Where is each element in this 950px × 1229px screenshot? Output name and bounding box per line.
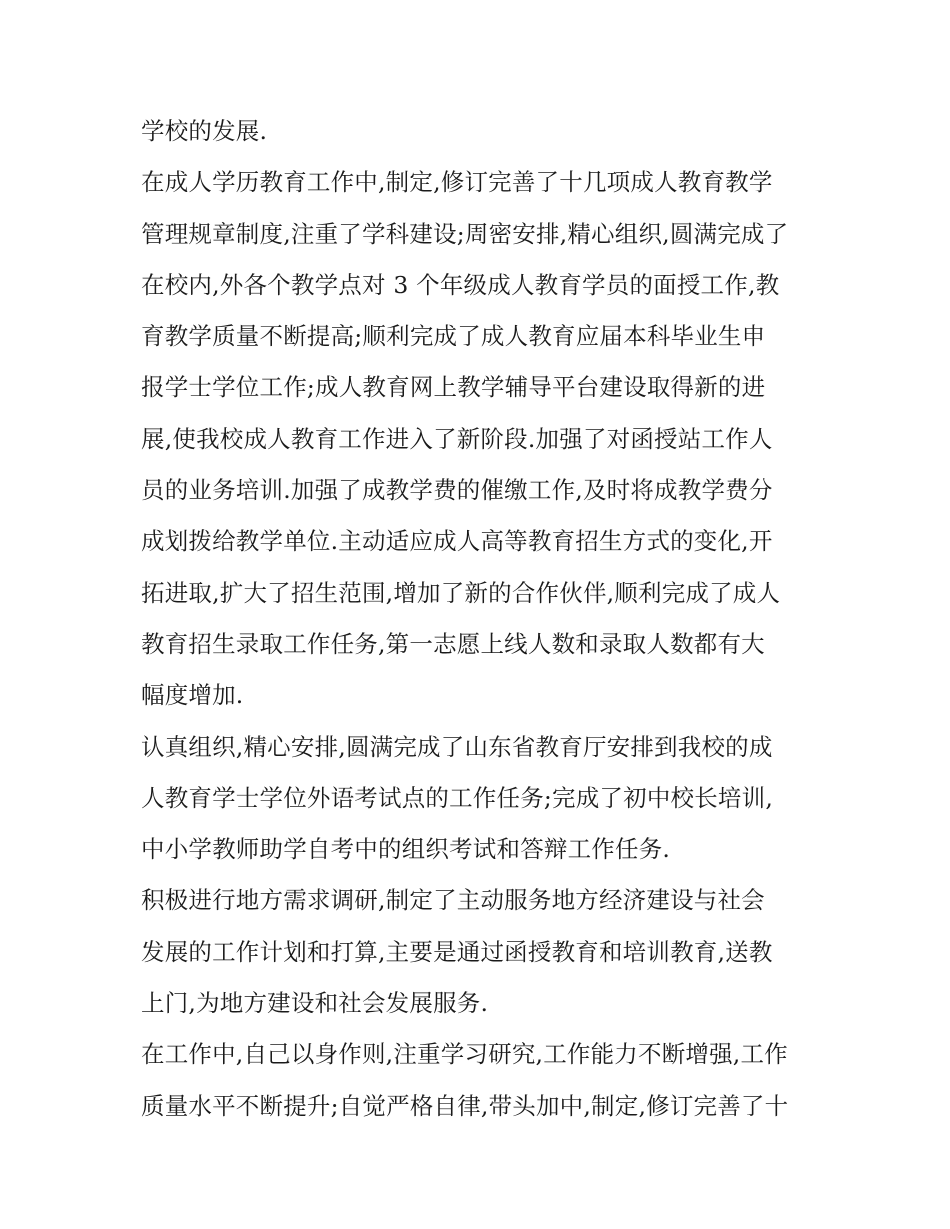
text-line: 育教学质量不断提高;顺利完成了成人教育应届本科毕业生申 (141, 322, 766, 351)
text-line: 在工作中,自己以身作则,注重学习研究,工作能力不断增强,工作 (141, 1040, 788, 1069)
text-line: 成划拨给教学单位.主动适应成人高等教育招生方式的变化,开 (141, 527, 773, 556)
text-line: 积极进行地方需求调研,制定了主动服务地方经济建设与社会 (141, 886, 765, 915)
text-line: 拓进取,扩大了招生范围,增加了新的合作伙伴,顺利完成了成人 (141, 578, 781, 607)
text-line: 报学士学位工作;成人教育网上教学辅导平台建设取得新的进 (141, 373, 766, 402)
text-line: 中小学教师助学自考中的组织考试和答辩工作任务. (141, 835, 671, 864)
text-line: 展,使我校成人教育工作进入了新阶段.加强了对函授站工作人 (141, 424, 773, 453)
text-line: 员的业务培训.加强了成教学费的催缴工作,及时将成教学费分 (141, 476, 773, 505)
text-line: 管理规章制度,注重了学科建设;周密安排,精心组织,圆满完成了 (141, 219, 789, 248)
text-line: 在校内,外各个教学点对 3 个年级成人教育学员的面授工作,教 (141, 270, 780, 299)
text-line: 教育招生录取工作任务,第一志愿上线人数和录取人数都有大 (141, 629, 765, 658)
text-line: 上门,为地方建设和社会发展服务. (141, 989, 489, 1018)
text-line: 发展的工作计划和打算,主要是通过函授教育和培训教育,送教 (141, 937, 773, 966)
text-line: 幅度增加. (141, 681, 244, 710)
document-body (141, 106, 809, 1132)
text-line: 认真组织,精心安排,圆满完成了山东省教育厅安排到我校的成 (141, 732, 773, 761)
text-line: 人教育学士学位外语考试点的工作任务;完成了初中校长培训, (141, 783, 773, 812)
text-line: 学校的发展. (141, 117, 268, 145)
text-line: 质量水平不断提升;自觉严格自律,带头加中,制定,修订完善了十 (141, 1091, 789, 1120)
text-line: 在成人学历教育工作中,制定,修订完善了十几项成人教育教学 (141, 168, 773, 197)
